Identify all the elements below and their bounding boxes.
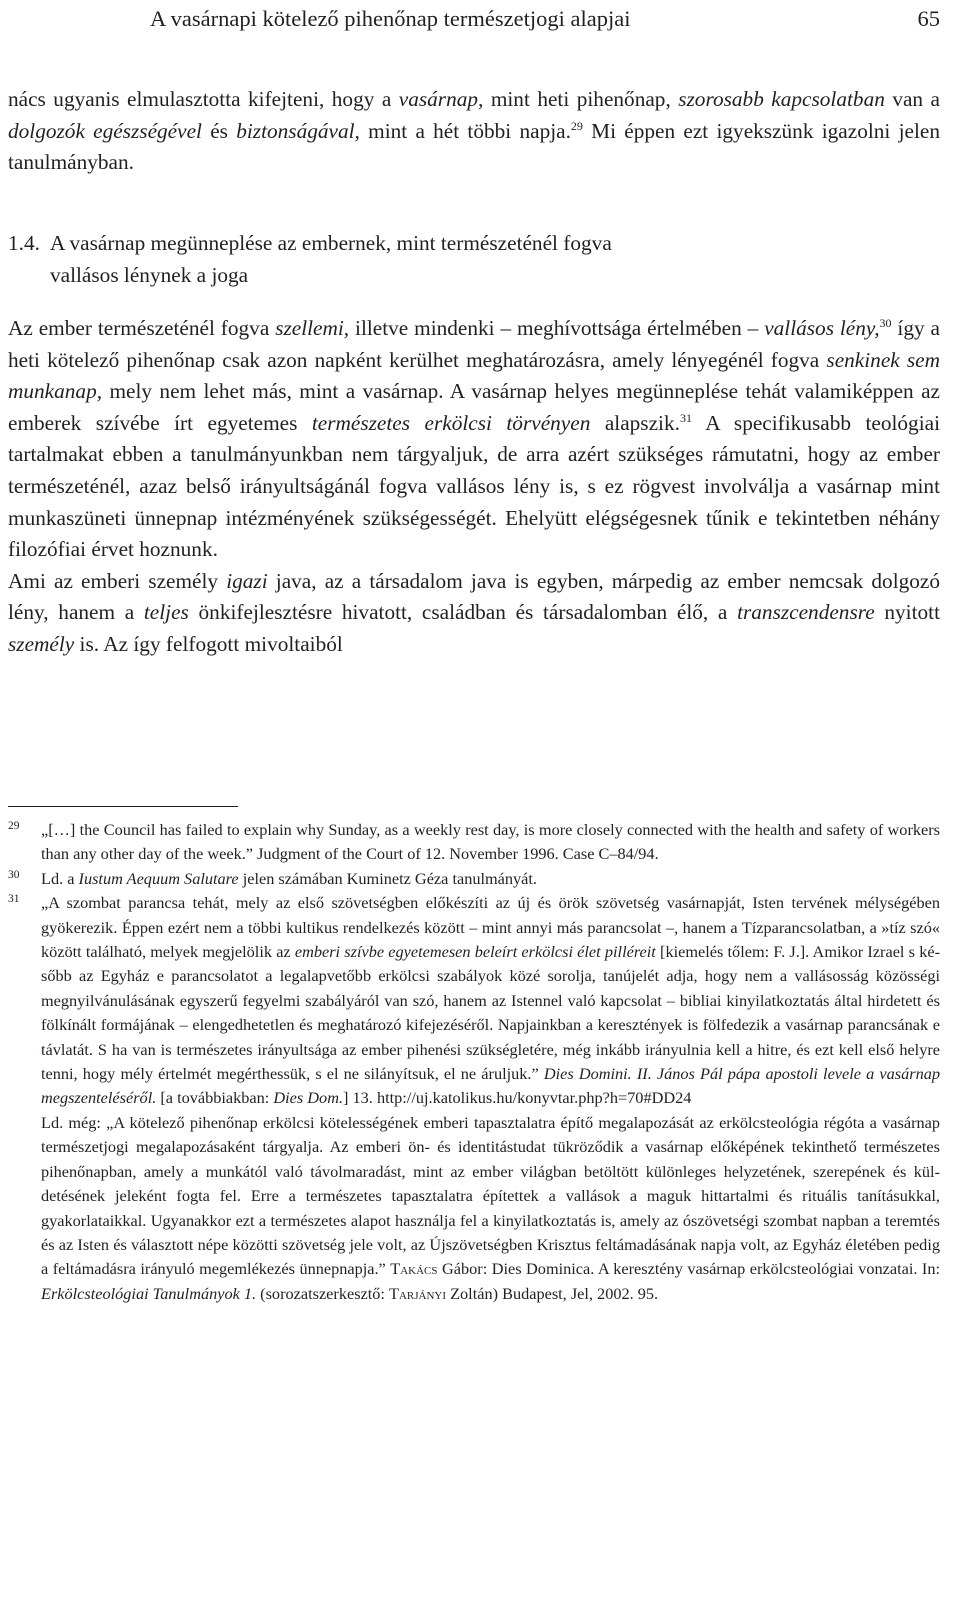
footnote-number: 30	[8, 868, 20, 881]
footnote-31-continuation: Ld. még: „A kötelező pihenőnap erkölcsi kötelességének emberi tapasztalatra építő megalapozását az erkölcsteológia régóta a vasárnap természetjogi megalapozásaként tárgyalja. Az emberi ön- és identitástudat tükröződik a vasárnap előképének tekinthető természetes pihenőnapban, amely a munkától való távolmaradást, mint az ember világban betöltött különleges helyzetének, szerepének és küldetésének jeleként fogta fel. Erre a természetes tapasztalatra építettek a vallások a maguk hittartalmi és rituális tanításukkal, gyakorlataikkal. Ugyanakkor ezt a természetes alapot használja fel a kinyilatkoztatás is, amely az ószövetségi szombat napban a teremtés és az Isten és választott népe közötti szövetség jele volt, az Újszövetségben Krisztus feltámadásának napja volt, az Egyház életében pedig a feltámadásra irányuló megemlékezés ünnepnapja.” Takács Gábor: Dies Dominica. A keresztény vasárnap erkölcsteológiai vonzatai. In: Erkölcsteológiai Tanulmányok 1. (sorozatszerkesztő: Tarjányi Zoltán) Budapest, Jel, 2002. 95.	[41, 1112, 940, 1303]
footnote-30: 30 Ld. a Iustum Aequum Salutare jelen számában Kuminetz Géza tanulmányát.	[8, 867, 940, 891]
footnote-29: 29 „[…] the Council has failed to explain why Sunday, as a weekly rest day, is more closely connected with the health and safety of workers than any other day of the week.” Judgment of the Court of 12. November 1996. Case C–84/94.	[8, 818, 940, 867]
footnote-number: 31	[8, 893, 20, 906]
section-title-line2: vallásos lénynek a joga	[50, 262, 249, 287]
intro-paragraph: nács ugyanis elmulasztotta kifejteni, hogy a vasárnap, mint heti pihenőnap, szorosabb kapcsolatban van a dolgozók egészségével és biztonságával, mint a hét többi napja.$^{29}$ Mi éppen ezt igyekszünk igazolni jelen tanulmányban.	[8, 87, 940, 175]
footnote-31: 31 „A szombat parancsa tehát, mely az első szövetségben előkészíti az új és örök szövetség vasárnapját, Isten tervének mélységében gyökerezik. Éppen ezért nem a többi kultikus rendelkezés között – mint annyi más parancsolat –, hanem a Tízparancsolatban, a »tíz szó« között található, melyek megjelölik az emberi szívbe egyetemesen beleírt erkölcsi élet pilléreit [kiemelés tőlem: F. J.]. Amikor Izrael s később az Egyház e parancsolatot a legalapvetőbb erkölcsi szabályok közé sorolja, tanújelét adja, hogy nem a vallásosság közösségi megnyilvánulásának egyszerű fegyelmi szabályáról van szó, hanem az Istennel való kapcsolat – bibliai kinyilatkoztatás által hirdetett és fölkínált formájának – elengedhetetlen és meghatározó kifejezéséről. Napjainkban a keresztények is fölfedezik a vasárnap parancsának e távlatát. S ha van is természetes irányultsága az ember pihenési szükségletére, még inkább irányulnia kell a hitre, és ezt kell első helyre tenni, hogy mély értelmét megérthessük, s el ne silányítsuk, el ne áruljuk.” Dies Domini. II. János Pál pápa apostoli levele a vasárnap megszenteléséről. [a továbbiakban: Dies Dom.] 13. http://uj.katolikus.hu/konyvtar.php?h=70#DD24	[8, 891, 940, 1111]
section-title-line1: A vasárnap megünneplése az embernek, mint természeténél fogva	[50, 231, 612, 255]
running-title: A vasárnapi kötelező pihenőnap természetjogi alapjai	[150, 6, 631, 31]
footnote-ref-31: 31	[679, 410, 692, 425]
footnote-ref-30: 30	[879, 316, 892, 330]
section-heading	[8, 228, 940, 291]
footnotes	[8, 818, 940, 1306]
paragraph: Ami az emberi személy igazi java, az a társadalom java is egyben, márpedig az ember nemcsak dolgozó lény, hanem a teljes önkifejlesztésre hivatott, családban és társadalomban élő, a transzcendensre nyitott személy is. Az így felfogott mivoltaiból	[8, 568, 941, 656]
paragraph: Az ember természeténél fogva szellemi, illetve mindenki – meghívottsága értelmében – vallásos lény,$^{30}$ így a heti kötelező pihenőnap csak azon napként kerülhet meghatározásra, amely lényegénél fogva senkinek sem munkanap, mely nem lehet más, mint a vasárnap. A vasárnap helyes megünneplése tehát valamiképpen az emberek szívébe írt egyetemes természetes erkölcsi törvényen alapszik.$^{31}$ A specifikusabb teológiai tartalmakat ebben a tanulmányunkban nem tárgyaljuk, de arra azért szükséges rámutatni, hogy az ember természeténél, azaz belső irányultságánál fogva vallásos lény is, s ez rögvest involválja a vasárnap mint munkaszüneti ünnepnap intézményének szükségességét. Ehelyütt elégségesnek tűnik e tekintetben néhány filozófiai érvet hoznunk.	[8, 316, 940, 562]
footnote-ref-29: 29	[570, 118, 583, 133]
page-number: 65	[917, 6, 940, 31]
section-body	[8, 313, 940, 661]
footnote-divider	[8, 806, 238, 807]
footnote-number: 29	[8, 820, 20, 832]
section-number: 1.4.	[8, 231, 40, 255]
